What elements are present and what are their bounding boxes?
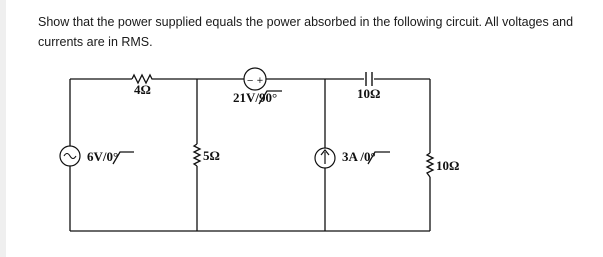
capacitor-symbol (366, 72, 372, 86)
resistor-5-ohm-label: 5Ω (203, 148, 220, 163)
svg-text:− +: − + (246, 76, 264, 86)
voltage-source-top-label: 21V/90° (233, 90, 278, 105)
question-line-2: currents are in RMS. (38, 35, 153, 49)
capacitor-label: 10Ω (357, 86, 381, 101)
voltage-source-top-icon (244, 68, 266, 90)
current-source-icon (315, 148, 335, 168)
resistor-10-ohm-label: 10Ω (436, 158, 460, 173)
resistor-5-ohm-symbol (194, 144, 200, 166)
current-source-label: 3A /0° (342, 149, 376, 164)
resistor-4-ohm-label: 4Ω (134, 82, 151, 97)
voltage-source-left-label: 6V/0° (87, 149, 119, 164)
ac-voltage-source-icon (60, 146, 80, 166)
resistor-10-ohm-symbol (427, 153, 433, 177)
question-line-1: Show that the power supplied equals the power absorbed in the following circuit. All voltages and (38, 15, 574, 29)
